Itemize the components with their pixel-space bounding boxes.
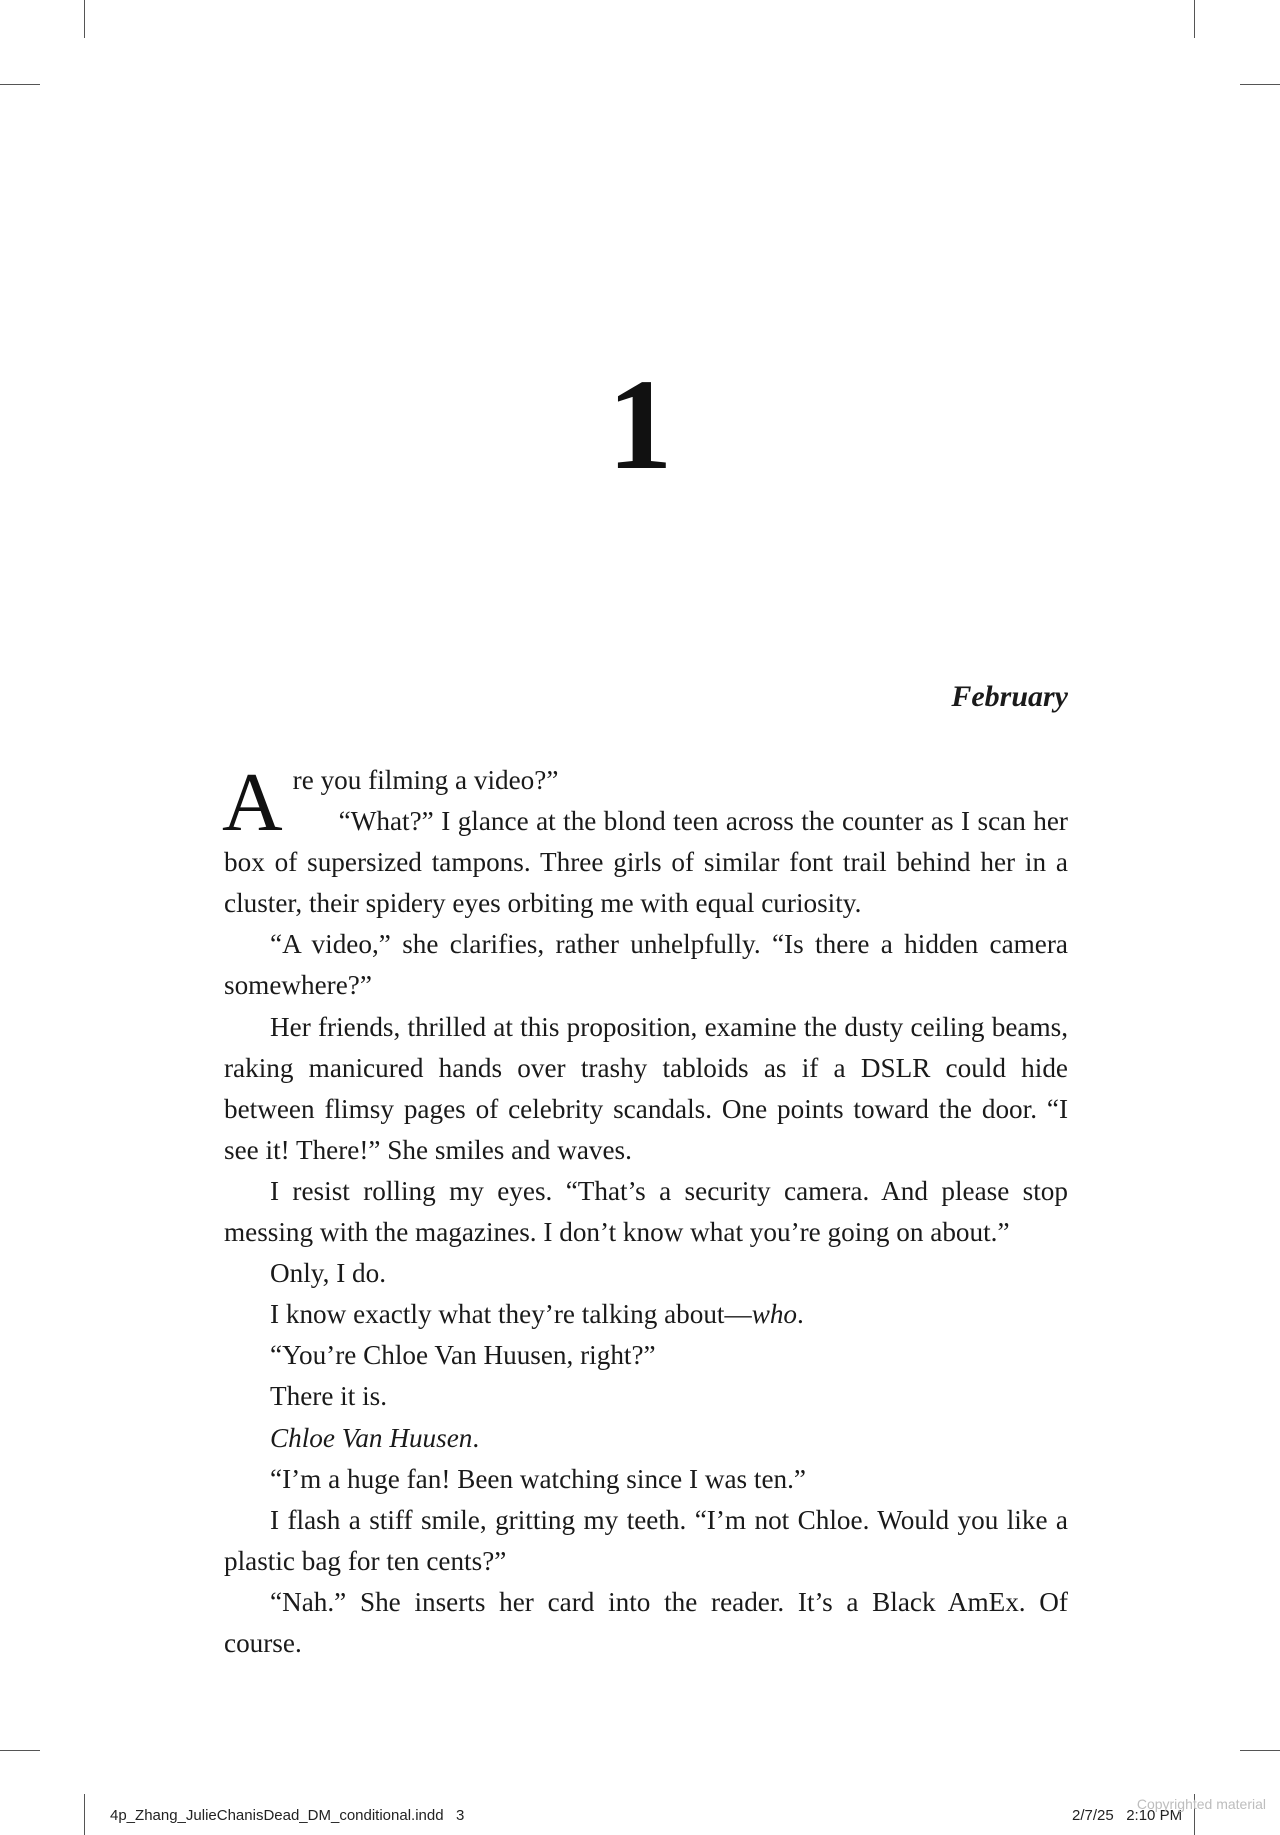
text-run: “You’re Chloe Van Huusen, right?” bbox=[270, 1340, 656, 1371]
crop-mark-bottom-left bbox=[84, 1794, 85, 1835]
paragraph bbox=[224, 1500, 1068, 1582]
text-run: There it is. bbox=[270, 1381, 388, 1412]
text-run: “Nah.” She inserts her card into the reader. It’s a Black AmEx. Of course. bbox=[224, 1586, 1068, 1658]
paragraph bbox=[224, 1294, 1068, 1335]
paragraph bbox=[224, 1459, 1068, 1500]
italic-text: who bbox=[751, 1299, 798, 1330]
drop-cap: A bbox=[222, 756, 283, 849]
chapter-number: 1 bbox=[607, 353, 673, 497]
crop-mark-top-left bbox=[84, 0, 85, 38]
watermark: Copyrighted material bbox=[1136, 1796, 1266, 1812]
paragraph-list bbox=[222, 756, 1068, 1664]
paragraph bbox=[224, 1376, 1068, 1417]
text-run: “I’m a huge fan! Been watching since I was ten.” bbox=[270, 1463, 806, 1494]
text-run: I resist rolling my eyes. “That’s a security camera. And please stop messing with the magazines. I don’t know what you’re going on about.” bbox=[224, 1175, 1068, 1248]
text-run: I flash a stiff smile, gritting my teeth. “I’m not Chloe. Would you like a plastic bag for ten cents?” bbox=[224, 1504, 1068, 1576]
paragraph bbox=[224, 1335, 1068, 1376]
text-run: “What?” I glance at the blond teen across the counter as I scan her box of supersized tampons. Three girls of similar font trail behind her in a cluster, their spidery eyes orbiting me with equal curiosity. bbox=[224, 806, 1068, 919]
slug-filename: 4p_Zhang_JulieChanisDead_DM_conditional.indd 3 bbox=[110, 1807, 465, 1824]
paragraph bbox=[224, 1007, 1068, 1171]
slug-datetime: 2/7/25 2:10 PM bbox=[1072, 1807, 1183, 1824]
paragraph bbox=[224, 1582, 1068, 1664]
text-run: Only, I do. bbox=[270, 1258, 387, 1289]
crop-mark-top-right bbox=[1194, 0, 1195, 38]
crop-mark-right-bottom bbox=[1240, 1750, 1280, 1751]
paragraph bbox=[224, 1253, 1068, 1294]
italic-text: Chloe Van Huusen bbox=[270, 1422, 473, 1453]
crop-mark-left-bottom bbox=[0, 1750, 40, 1751]
text-run: Her friends, thrilled at this proposition, examine the dusty ceiling beams, raking manicured hands over trashy tabloids as if a DSLR could hide between flimsy pages of celebrity scandals. One points toward the door. “I see it! There!” She smiles and waves. bbox=[224, 1011, 1068, 1165]
chapter-body bbox=[222, 756, 1068, 1664]
paragraph bbox=[224, 1171, 1068, 1253]
chapter-date: February bbox=[951, 680, 1068, 713]
text-run: I know exactly what they’re talking about— bbox=[270, 1299, 752, 1330]
crop-mark-right-top bbox=[1240, 84, 1280, 85]
text-run: . bbox=[472, 1422, 480, 1453]
paragraph bbox=[224, 801, 1068, 924]
paragraph bbox=[224, 760, 1068, 801]
text-run: re you filming a video?” bbox=[292, 765, 559, 795]
text-run: “A video,” she clarifies, rather unhelpfully. “Is there a hidden camera somewhere?” bbox=[224, 929, 1068, 1001]
paragraph bbox=[224, 924, 1068, 1006]
crop-mark-left-top bbox=[0, 84, 40, 85]
text-run: . bbox=[797, 1299, 804, 1330]
paragraph bbox=[224, 1418, 1068, 1459]
